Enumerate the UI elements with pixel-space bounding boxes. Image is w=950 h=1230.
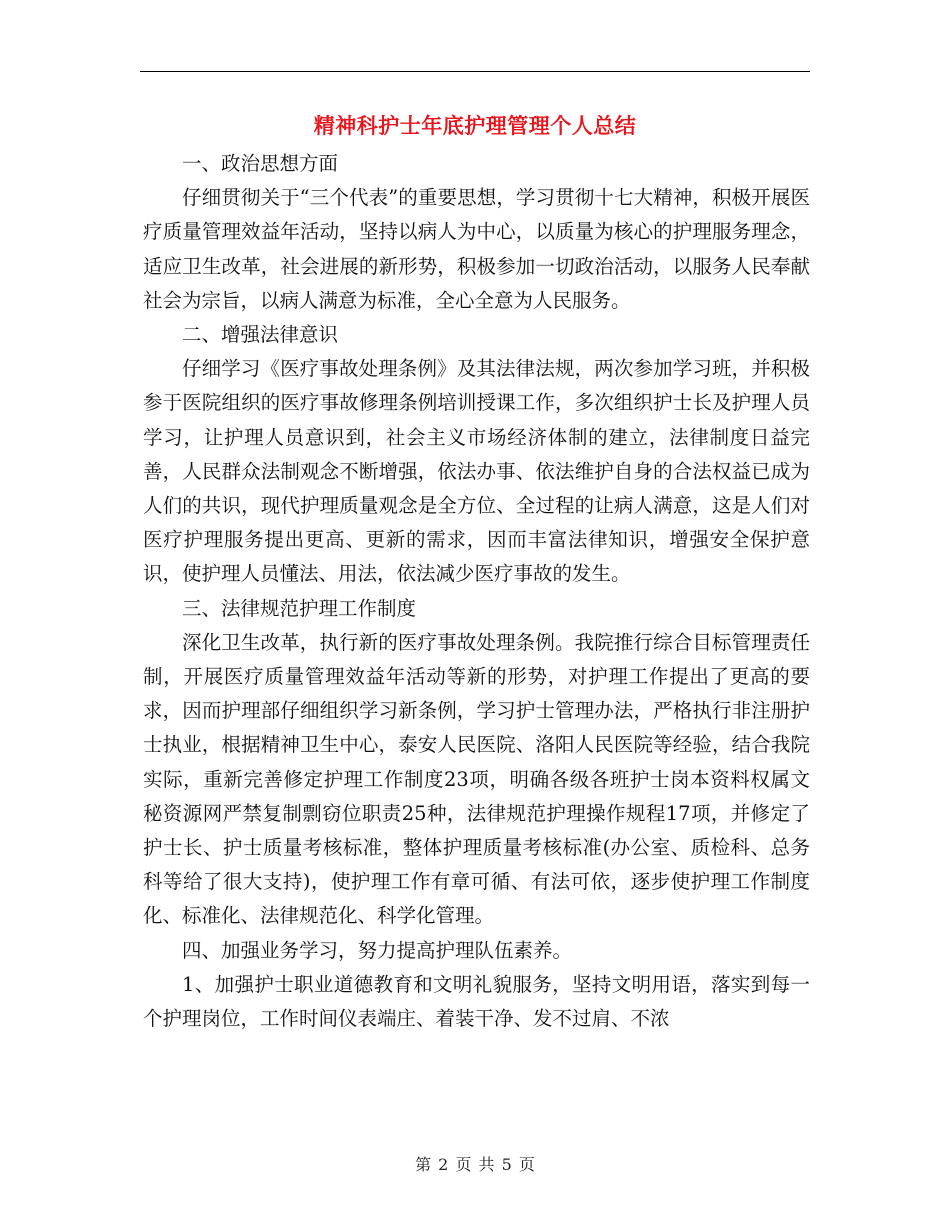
section-heading-politics: 一、政治思想方面 <box>182 152 339 175</box>
page-indicator: 第 2 页 共 5 页 <box>415 1155 535 1174</box>
paragraph-regulation: 深化卫生改革，执行新的医疗事故处理条例。我院推行综合目标管理责任制，开展医疗质量管理效益年活动等新的形势，对护理工作提出了更高的要求，因而护理部仔细组织学习新条例，学习护士管理办法，严格执行非注册护士执业，根据精神卫生中心，泰安人民医院、洛阳人民医院等经验，结合我院实际，重新完善修定护理工作制度23项，明确各级各班护士岗本资料权属文秘资源网严禁复制剽窃位职责25种，法律规范护理操作规程17项，并修定了护士长、护士质量考核标准，整体护理质量考核标准(办公室、质检科、总务科等给了很大支持)，使护理工作有章可循、有法可依，逐步使护理工作制度化、标准化、法律规范化、科学化管理。 <box>143 630 810 928</box>
paragraph-study-1: 1、加强护士职业道德教育和文明礼貌服务，坚持文明用语，落实到每一个护理岗位，工作时间仪表端庄、着装干净、发不过肩、不浓 <box>143 972 810 1031</box>
section-heading-law: 二、增强法律意识 <box>182 323 339 347</box>
paragraph-politics: 仔细贯彻关于“三个代表”的重要思想，学习贯彻十七大精神，积极开展医疗质量管理效益年活动，坚持以病人为中心，以质量为核心的护理服务理念，适应卫生改革，社会进展的新形势，积极参加一切政治活动，以服务人民奉献社会为宗旨，以病人满意为标准，全心全意为人民服务。 <box>143 186 810 312</box>
document-body <box>143 147 810 1036</box>
section-heading-regulation: 三、法律规范护理工作制度 <box>182 596 417 620</box>
document-title: 精神科护士年底护理管理个人总结 <box>313 113 637 138</box>
header-rule <box>140 71 810 72</box>
paragraph-law: 仔细学习《医疗事故处理条例》及其法律法规，两次参加学习班，并积极参于医院组织的医疗事故修理条例培训授课工作，多次组织护士长及护理人员学习，让护理人员意识到，社会主义市场经济体制的建立，法律制度日益完善，人民群众法制观念不断增强，依法办事、依法维护自身的合法权益已成为人们的共识，现代护理质量观念是全方位、全过程的让病人满意，这是人们对医疗护理服务提出更高、更新的需求，因而丰富法律知识，增强安全保护意识，使护理人员懂法、用法，依法减少医疗事故的发生。 <box>143 357 810 586</box>
section-heading-study: 四、加强业务学习，努力提高护理队伍素养。 <box>182 938 573 962</box>
